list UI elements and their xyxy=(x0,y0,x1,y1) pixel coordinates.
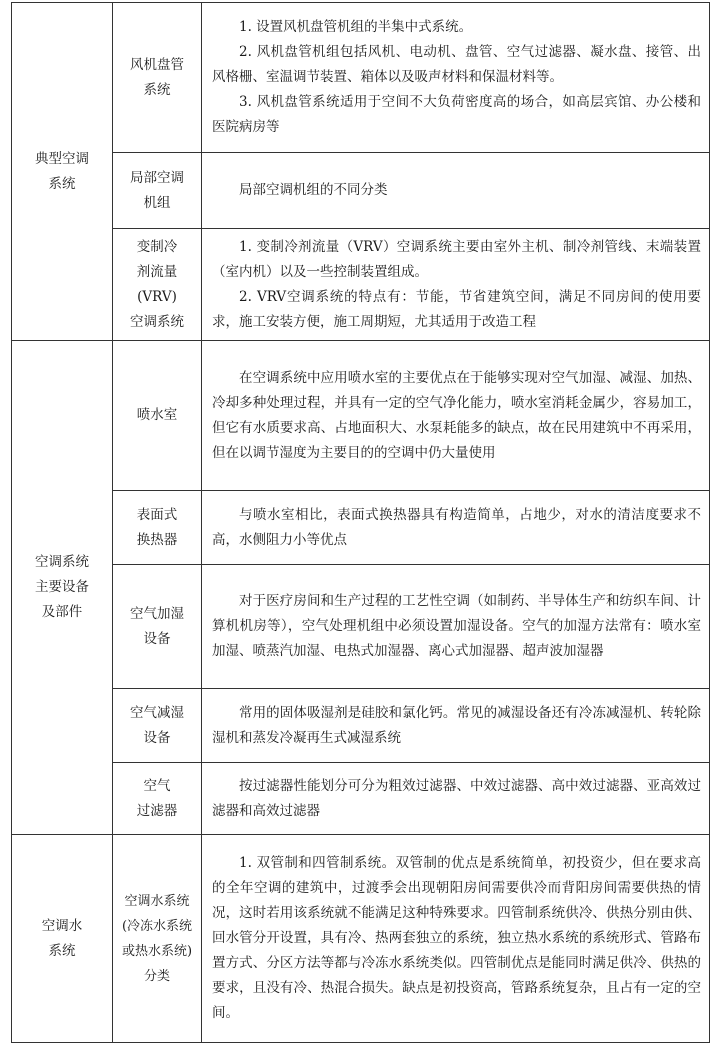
description-cell: 局部空调机组的不同分类 xyxy=(202,153,710,229)
description-cell: 1. 设置风机盘管机组的半集中式系统。 2. 风机盘管机组包括风机、电动机、盘管、空气过滤器、凝水盘、接管、出风格栅、室温调节装置、箱体以及吸声材料和保温材料等。 3. 风机盘管系统适用于空间不大负荷密度高的场合，如高层宾馆、办公楼和医院病房等 xyxy=(202,3,710,153)
table-row xyxy=(12,153,710,229)
item-name-cell: 表面式 换热器 xyxy=(113,491,202,565)
table-row xyxy=(12,3,710,153)
item-name-cell: 空气加湿 设备 xyxy=(113,565,202,689)
description-cell: 1. 双管制和四管制系统。双管制的优点是系统简单，初投资少，但在要求高的全年空调的建筑中，过渡季会出现朝阳房间需要供冷而背阳房间需要供热的情况，这时若用该系统就不能满足这种特殊要求。四管制系统供冷、供热分别由供、回水管分开设置，具有冷、热两套独立的系统，独立热水系统的系统形式、管路布置方式、分区方法等都与冷冻水系统类似。四管制优点是能同时满足供冷、供热的要求，且没有冷、热混合损失。缺点是初投资高，管路系统复杂，且占有一定的空间。 xyxy=(202,835,710,1043)
category-cell: 空调系统 主要设备 及部件 xyxy=(12,341,113,835)
item-name-cell: 空气减湿 设备 xyxy=(113,689,202,763)
item-name-cell: 空调水系统 (冷冻水系统 或热水系统) 分类 xyxy=(113,835,202,1043)
table-row xyxy=(12,835,710,1043)
description-cell: 与喷水室相比，表面式换热器具有构造简单，占地少，对水的清洁度要求不高，水侧阻力小等优点 xyxy=(202,491,710,565)
item-name-cell: 空气 过滤器 xyxy=(113,763,202,835)
description-cell: 按过滤器性能划分可分为粗效过滤器、中效过滤器、高中效过滤器、亚高效过滤器和高效过滤器 xyxy=(202,763,710,835)
table-row xyxy=(12,565,710,689)
description-cell: 1. 变制冷剂流量（VRV）空调系统主要由室外主机、制冷剂管线、末端装置（室内机）以及一些控制装置组成。 2. VRV空调系统的特点有：节能，节省建筑空间，满足不同房间的使用要求，施工安装方便，施工周期短，尤其适用于改造工程 xyxy=(202,229,710,341)
table-row xyxy=(12,341,710,491)
item-name-cell: 风机盘管 系统 xyxy=(113,3,202,153)
item-name-cell: 变制冷 剂流量 (VRV) 空调系统 xyxy=(113,229,202,341)
description-cell: 常用的固体吸湿剂是硅胶和氯化钙。常见的减湿设备还有冷冻减湿机、转轮除湿机和蒸发冷凝再生式减湿系统 xyxy=(202,689,710,763)
category-cell: 空调水 系统 xyxy=(12,835,113,1043)
hvac-table xyxy=(11,2,710,1043)
item-name-cell: 喷水室 xyxy=(113,341,202,491)
category-cell: 典型空调 系统 xyxy=(12,3,113,341)
description-cell: 对于医疗房间和生产过程的工艺性空调（如制药、半导体生产和纺织车间、计算机机房等），空气处理机组中必须设置加湿设备。空气的加湿方法常有：喷水室加湿、喷蒸汽加湿、电热式加湿器、离心式加湿器、超声波加湿器 xyxy=(202,565,710,689)
item-name-cell: 局部空调 机组 xyxy=(113,153,202,229)
table-row xyxy=(12,491,710,565)
table-row xyxy=(12,229,710,341)
table-row xyxy=(12,689,710,763)
table-row xyxy=(12,763,710,835)
description-cell: 在空调系统中应用喷水室的主要优点在于能够实现对空气加湿、减湿、加热、冷却多种处理过程，并具有一定的空气净化能力，喷水室消耗金属少，容易加工，但它有水质要求高、占地面积大、水泵耗能多的缺点，故在民用建筑中不再采用，但在以调节湿度为主要目的的空调中仍大量使用 xyxy=(202,341,710,491)
